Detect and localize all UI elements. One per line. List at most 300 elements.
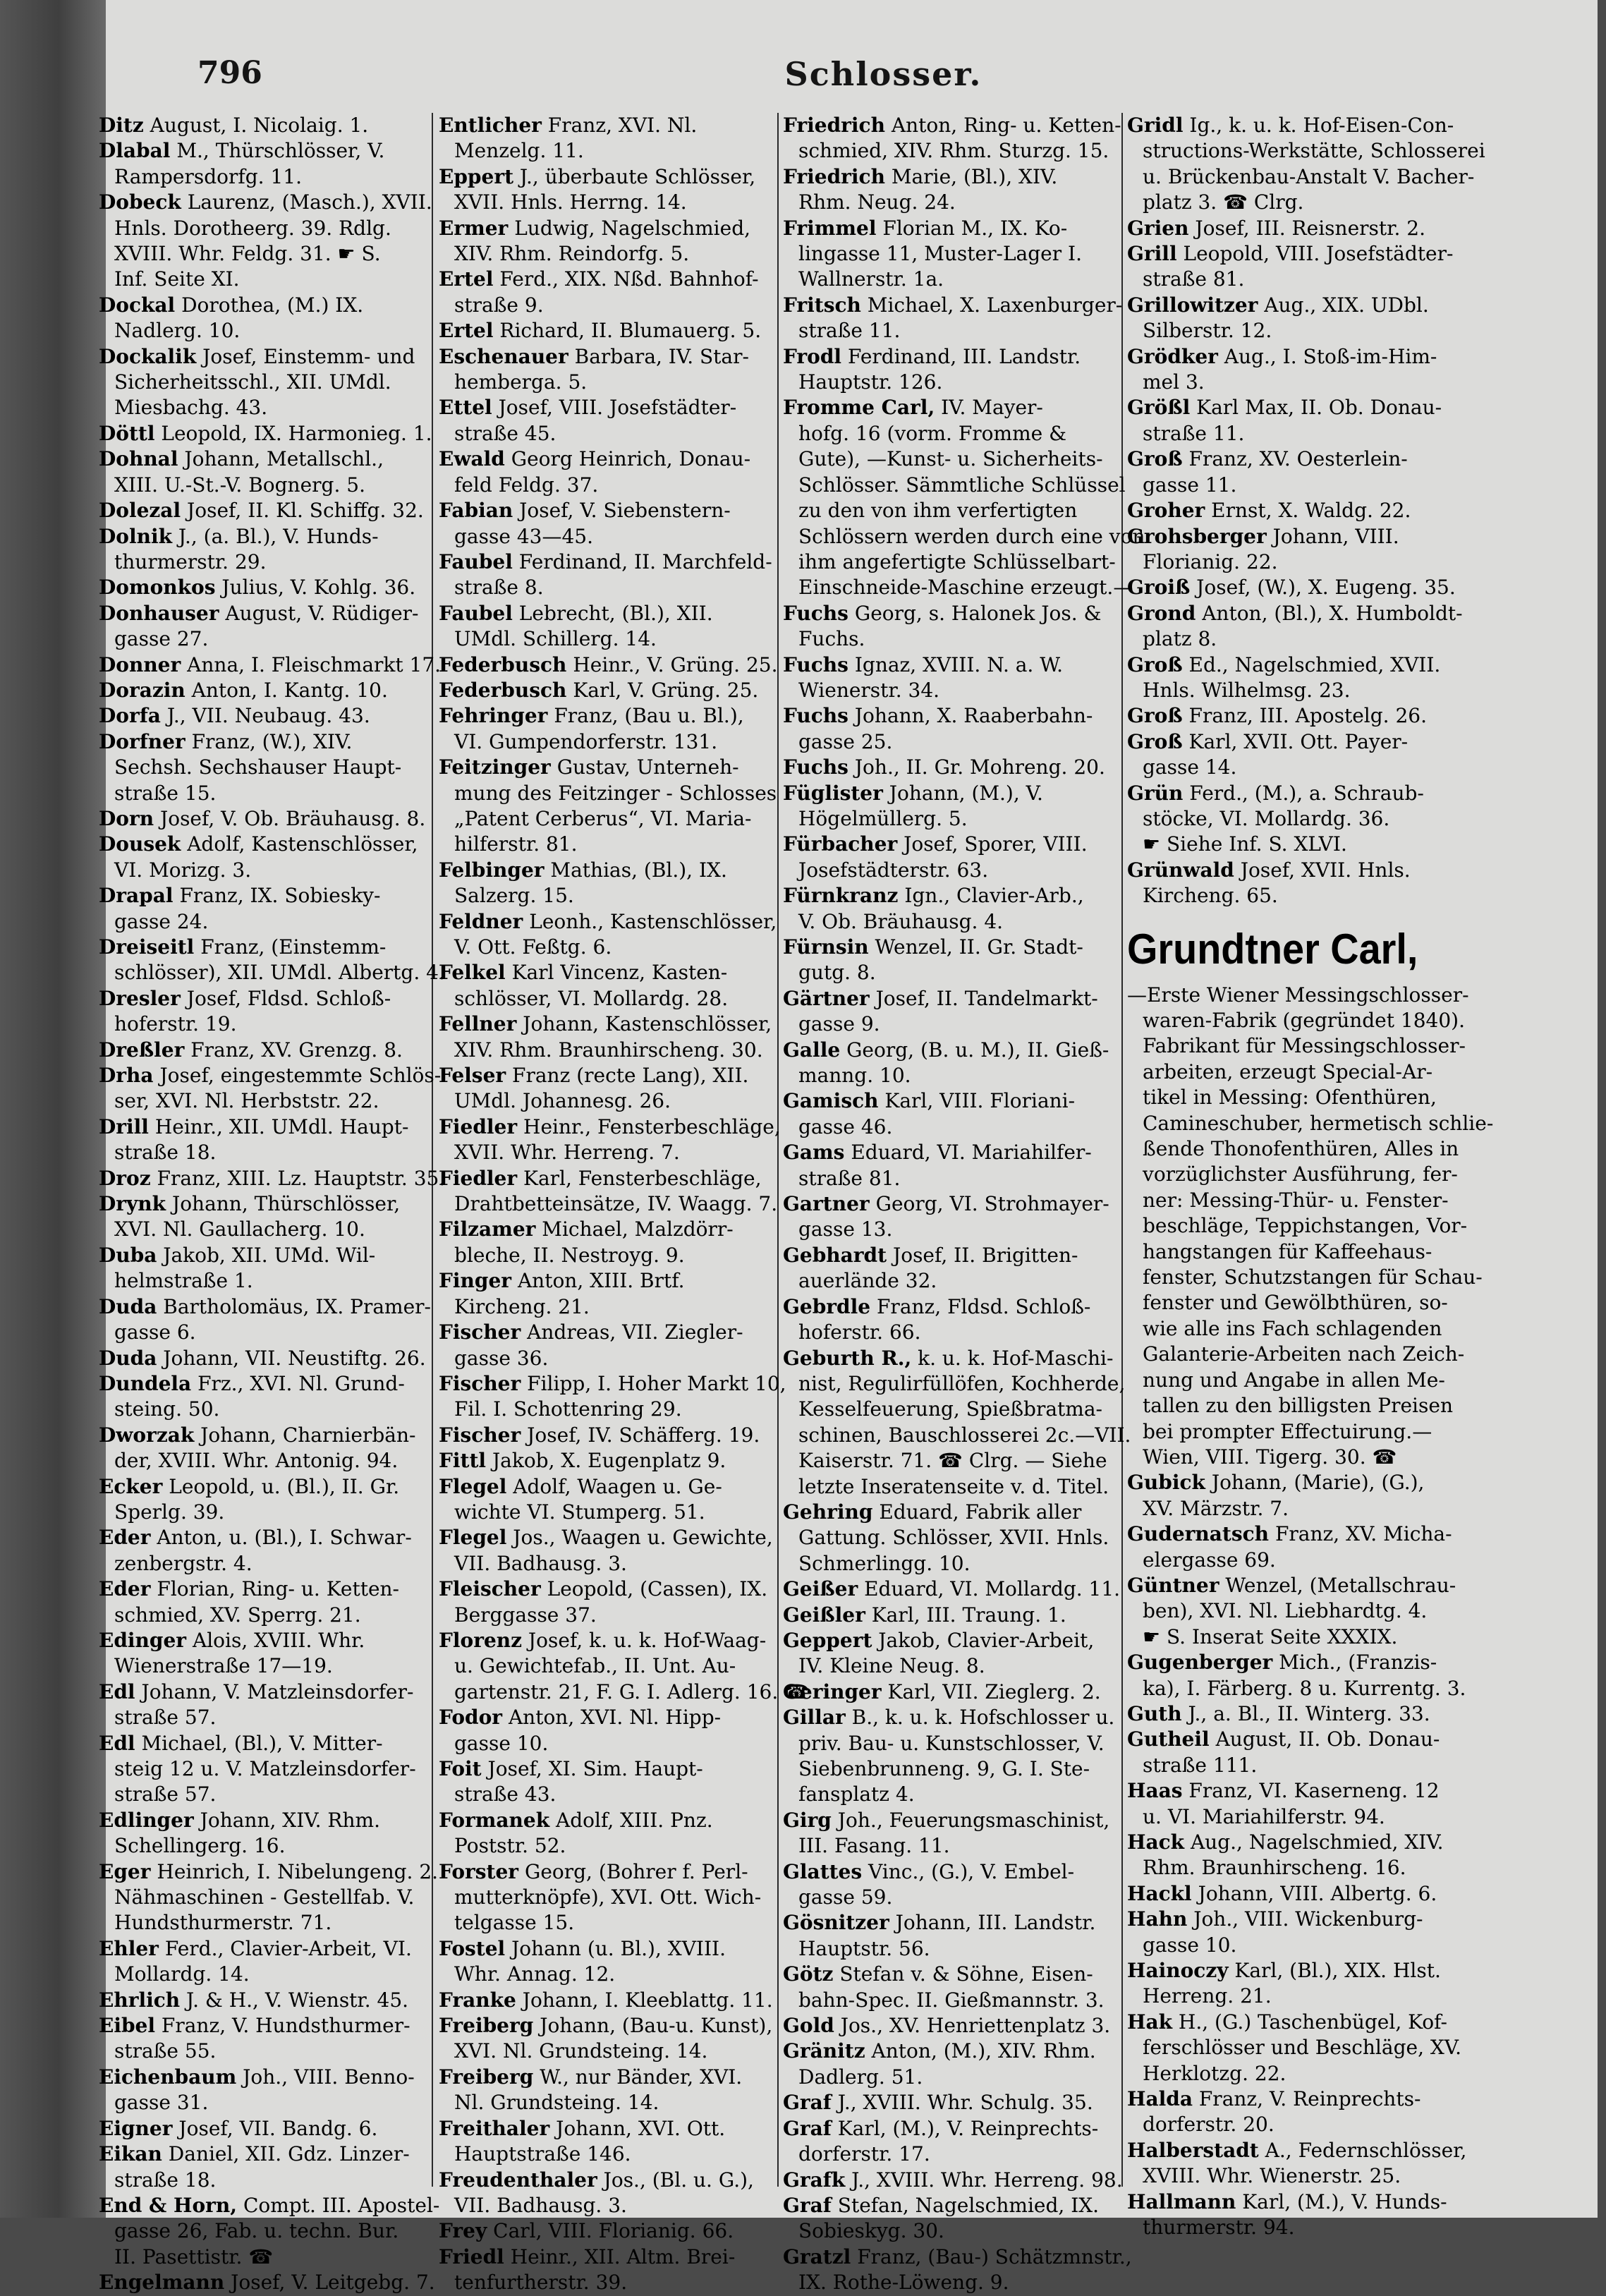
entry-name: Dlabal <box>99 139 171 163</box>
entry-text: Johann, XVI. Ott. <box>556 2116 726 2140</box>
entry-line <box>439 1603 776 1628</box>
entry-line <box>1127 1136 1464 1162</box>
entry-name: Fuchs <box>783 704 848 728</box>
entry-text: UMdl. Schillerg. 14. <box>454 627 657 651</box>
entry-text: Josef, V. Siebenstern- <box>519 499 731 523</box>
directory-entry <box>439 267 776 318</box>
directory-entry <box>439 2168 776 2219</box>
entry-name: Halberstadt <box>1127 2138 1259 2162</box>
entry-line <box>783 2116 1120 2142</box>
entry-text: Eduard, Fabrik aller <box>879 1500 1082 1524</box>
entry-line <box>99 2218 430 2244</box>
entry-name: Dolezal <box>99 499 181 523</box>
entry-line <box>99 421 430 447</box>
entry-name: End & Horn, <box>99 2193 238 2217</box>
entry-name: Dreßler <box>99 1038 185 1062</box>
entry-text: gasse 14. <box>1143 755 1237 779</box>
entry-name: Götz <box>783 1962 834 1986</box>
entry-line <box>1127 1804 1464 1830</box>
entry-line <box>1127 1778 1464 1804</box>
entry-name: Drynk <box>99 1192 166 1216</box>
entry-line <box>99 1012 430 1037</box>
directory-entry <box>99 1191 430 1243</box>
entry-line <box>1127 473 1464 498</box>
entry-line <box>783 1808 1120 1833</box>
entry-name: Eikan <box>99 2142 162 2166</box>
directory-entry <box>439 447 776 498</box>
entry-line <box>439 1756 776 1782</box>
entry-text: Franz, IX. Sobiesky- <box>179 884 381 908</box>
directory-entry <box>783 344 1120 396</box>
entry-text: Franz, V. Hundsthurmer- <box>161 2014 410 2038</box>
entry-text: Fabrikant für Messingschlosser- <box>1143 1034 1466 1058</box>
directory-entry <box>99 2065 430 2116</box>
directory-entry <box>439 1859 776 1936</box>
entry-text: Högelmüllerg. 5. <box>798 806 968 830</box>
entry-text: Georg, (Bohrer f. Perl- <box>524 1859 748 1883</box>
entry-line <box>439 1114 781 1140</box>
entry-line <box>1127 1881 1464 1907</box>
directory-entry <box>783 2168 1123 2193</box>
directory-entry <box>439 1114 781 1166</box>
entry-text: Kircheng. 21. <box>454 1294 590 1318</box>
entry-line <box>439 1063 776 1088</box>
entry-line <box>439 1936 776 1962</box>
entry-text: XIV. Rhm. Reindorfg. 5. <box>454 242 690 266</box>
directory-entry <box>783 2013 1120 2039</box>
entry-line <box>783 1397 1120 1422</box>
directory-entry <box>783 216 1120 293</box>
entry-text: Stefan v. & Söhne, Eisen- <box>839 1962 1093 1986</box>
entry-text: Filipp, I. Hoher Markt 10, <box>527 1371 786 1395</box>
entry-line <box>439 601 776 626</box>
entry-name: Fischer <box>439 1423 521 1447</box>
entry-text: hilferstr. 81. <box>454 832 578 856</box>
entry-name: Gehring <box>783 1500 873 1524</box>
entry-line <box>99 806 430 832</box>
entry-line <box>439 1038 776 1063</box>
entry-text: Carl, VIII. Florianig. 66. <box>493 2219 734 2243</box>
entry-text: Kaiserstr. 71. ☎ Clrg. — Siehe <box>798 1449 1107 1473</box>
entry-line <box>783 1448 1120 1474</box>
entry-line <box>439 267 776 292</box>
entry-line <box>99 1140 430 1165</box>
entry-text: Josef, II. Kl. Schiffg. 32. <box>187 499 424 523</box>
entry-text: Nähmaschinen - Gestellfab. V. <box>114 1885 415 1909</box>
entry-text: Gustav, Unterneh- <box>556 755 739 779</box>
entry-text: Kesselfeuerung, Spießbratma- <box>798 1397 1103 1421</box>
directory-entry <box>783 293 1123 344</box>
entry-text: Josef, VIII. Josefstädter- <box>498 396 737 420</box>
entry-text: hemberga. 5. <box>454 370 588 394</box>
entry-line <box>1127 729 1464 755</box>
entry-line <box>99 960 445 985</box>
entry-line <box>1127 1085 1464 1110</box>
entry-line <box>783 421 1120 447</box>
entry-text: Franz, III. Apostelg. 26. <box>1188 704 1428 728</box>
entry-name: Graf <box>783 2193 832 2217</box>
entry-line <box>439 113 776 138</box>
directory-entry <box>1127 703 1464 729</box>
directory-entry <box>99 1577 430 1628</box>
entry-line <box>1127 703 1464 729</box>
directory-entry <box>783 2245 1132 2296</box>
directory-entry <box>439 2218 776 2244</box>
directory-entry <box>439 1063 776 1114</box>
entry-line <box>783 1603 1120 1628</box>
directory-column-4 <box>1127 113 1494 2240</box>
entry-name: Fuchs <box>783 755 848 779</box>
entry-line <box>99 1962 430 1987</box>
entry-line <box>439 1294 776 1320</box>
directory-entry <box>99 138 430 190</box>
entry-line <box>783 1705 1120 1730</box>
entry-name: Donhauser <box>99 601 219 625</box>
entry-name: Gudernatsch <box>1127 1522 1270 1546</box>
directory-entry <box>783 1628 1120 1680</box>
entry-text: Johann (u. Bl.), XVIII. <box>511 1936 726 1960</box>
entry-line <box>783 318 1120 344</box>
entry-text: Jos., (Bl. u. G.), <box>603 2168 754 2192</box>
entry-line <box>1127 1676 1464 1701</box>
entry-line <box>99 755 430 780</box>
directory-entry <box>99 2116 430 2142</box>
entry-text: thurmerstr. 94. <box>1143 2216 1295 2240</box>
entry-text: Michael, X. Laxenburger- <box>867 293 1123 317</box>
entry-line <box>439 1525 776 1550</box>
entry-line <box>783 806 1120 832</box>
entry-line <box>99 1294 430 1320</box>
entry-name: Freiberg <box>439 2065 534 2089</box>
entry-text: ßende Thonofenthüren, Alles in <box>1143 1137 1459 1161</box>
entry-name: Grohsberger <box>1127 524 1267 548</box>
directory-entry <box>783 1346 1131 1500</box>
entry-text: Anton, XVI. Nl. Hipp- <box>508 1706 722 1730</box>
entry-name: Hackl <box>1127 1881 1192 1905</box>
entry-text: Wenzel, (Metallschrau- <box>1225 1573 1456 1597</box>
entry-text: J., XVIII. Whr. Herreng. 98. <box>851 2168 1123 2192</box>
entry-line <box>783 883 1120 909</box>
entry-name: Fittl <box>439 1449 487 1473</box>
entry-line <box>439 138 776 164</box>
entry-name: Friedrich <box>783 114 885 137</box>
entry-text: Gattung. Schlösser, XVII. Hnls. <box>798 1526 1109 1550</box>
entry-text: Dorothea, (M.) IX. <box>181 293 364 317</box>
entry-line <box>99 1551 430 1577</box>
entry-line <box>439 2065 776 2090</box>
entry-line <box>439 1782 776 1807</box>
directory-entry <box>783 2193 1120 2245</box>
directory-entry <box>1127 395 1464 447</box>
entry-text: stöcke, VI. Mollardg. 36. <box>1143 806 1390 830</box>
entry-name: Geringer <box>783 1680 882 1703</box>
entry-text: Franz, VI. Kaserneng. 12 <box>1188 1779 1440 1803</box>
entry-line <box>783 344 1120 370</box>
directory-entry <box>439 1320 776 1371</box>
entry-name: Drha <box>99 1064 154 1088</box>
entry-text: Josef, eingestemmte Schlös- <box>159 1064 442 1088</box>
entry-text: auerlände 32. <box>798 1269 937 1293</box>
entry-line <box>1127 1933 1464 1958</box>
entry-text: Johann, I. Kleeblattg. 11. <box>522 1988 773 2012</box>
entry-text: Eduard, VI. Mariahilfer- <box>851 1141 1092 1165</box>
entry-text: Nl. Grundsteing. 14. <box>454 2091 659 2115</box>
directory-entry <box>439 1756 776 1808</box>
entry-line <box>1127 1727 1464 1752</box>
entry-text: straße 8. <box>454 576 544 600</box>
entry-text: Wenzel, II. Gr. Stadt- <box>875 935 1083 959</box>
entry-text: Johann, Charnierbän- <box>200 1423 416 1447</box>
directory-entry <box>1127 524 1464 576</box>
entry-line <box>783 1962 1120 1987</box>
entry-text: J., a. Bl., II. Winterg. 33. <box>1188 1701 1430 1725</box>
entry-text: schmied, XV. Sperrg. 21. <box>114 1603 361 1627</box>
entry-name: Federbusch <box>439 652 567 676</box>
entry-line <box>783 293 1123 318</box>
entry-text: Anton, I. Kantg. 10. <box>191 678 388 702</box>
entry-text: Josef, Sporer, VIII. <box>904 832 1088 856</box>
entry-text: V. Ott. Feßtg. 6. <box>454 935 612 959</box>
entry-text: W., nur Bänder, XVI. <box>540 2065 743 2089</box>
entry-line <box>783 1833 1120 1859</box>
entry-name: Felbinger <box>439 858 545 882</box>
entry-text: Johann, Metallschl., <box>184 447 384 471</box>
entry-text: Josef, Fldsd. Schloß- <box>186 986 391 1010</box>
entry-name: Finger <box>439 1269 512 1293</box>
entry-line <box>439 241 776 267</box>
entry-text: IV. Kleine Neug. 8. <box>798 1654 985 1678</box>
entry-name: Fiedler <box>439 1114 518 1138</box>
entry-text: zenbergstr. 4. <box>114 1551 253 1575</box>
entry-line <box>783 626 1120 652</box>
entry-text: Josef, k. u. k. Hof-Waag- <box>528 1628 767 1652</box>
entry-line <box>439 370 776 395</box>
directory-entry <box>99 652 442 678</box>
entry-text: mel 3. <box>1143 370 1205 394</box>
entry-name: Edl <box>99 1731 135 1755</box>
entry-line <box>783 2193 1120 2218</box>
entry-text: bahn-Spec. II. Gießmannstr. 3. <box>798 1988 1105 2012</box>
entry-text: Leopold, (Cassen), IX. <box>547 1577 768 1601</box>
entry-line <box>1127 626 1464 652</box>
entry-name: Dobeck <box>99 190 181 214</box>
entry-line <box>99 883 430 909</box>
entry-line <box>1127 524 1464 549</box>
directory-entry <box>439 858 776 909</box>
entry-line <box>99 1756 430 1782</box>
directory-entry <box>99 1371 430 1423</box>
entry-text: elergasse 69. <box>1143 1548 1276 1572</box>
entry-line <box>1127 1290 1464 1316</box>
entry-name: Gebrdle <box>783 1294 871 1318</box>
entry-line <box>1127 1573 1464 1598</box>
entry-name: Graf <box>783 2091 832 2115</box>
entry-line <box>1127 138 1485 164</box>
entry-name: Eppert <box>439 164 513 188</box>
directory-entry <box>99 729 430 806</box>
entry-text: nist, Regulirfüllöfen, Kochherde, <box>798 1371 1126 1395</box>
entry-line <box>439 1859 776 1885</box>
directory-entry <box>99 1731 430 1808</box>
entry-text: gasse 31. <box>114 2091 209 2115</box>
entry-text: Karl, (M.), V. Reinprechts- <box>837 2116 1099 2140</box>
entry-line <box>1127 293 1464 318</box>
entry-text: Anton, (Bl.), X. Humboldt- <box>1202 601 1463 625</box>
entry-text: Vinc., (G.), V. Embel- <box>868 1859 1075 1883</box>
entry-line <box>439 832 776 857</box>
entry-text: August, V. Rüdiger- <box>225 601 419 625</box>
entry-text: Mollardg. 14. <box>114 1962 250 1986</box>
entry-line <box>99 1371 430 1397</box>
entry-name: Eder <box>99 1577 151 1601</box>
entry-line <box>99 1268 430 1294</box>
entry-text: Lebrecht, (Bl.), XII. <box>518 601 713 625</box>
entry-text: Franz, XIII. Lz. Hauptstr. 35. <box>157 1166 446 1190</box>
entry-text: Ed., Nagelschmied, XVII. <box>1188 652 1441 676</box>
entry-line <box>439 2218 776 2244</box>
entry-line <box>99 1910 430 1936</box>
directory-entry <box>439 909 776 961</box>
entry-text: Franz, (Bau-) Schätzmnstr., <box>857 2245 1132 2268</box>
entry-text: letzte Inseratenseite v. d. Titel. <box>798 1474 1109 1498</box>
entry-text: Franz (recte Lang), XII. <box>512 1064 749 1088</box>
entry-line <box>783 1936 1120 1962</box>
entry-text: Josef, Einstemm- und <box>202 344 415 368</box>
entry-line <box>1127 1419 1464 1445</box>
entry-name: Ehrlich <box>99 1988 181 2012</box>
entry-line <box>439 216 776 241</box>
entry-text: lingasse 11, Muster-Lager I. <box>798 242 1082 266</box>
entry-text: XIII. U.-St.-V. Bognerg. 5. <box>114 473 365 497</box>
directory-entry <box>99 1808 430 1859</box>
entry-name: Güntner <box>1127 1573 1219 1597</box>
entry-text: Sperlg. 39. <box>114 1500 225 1524</box>
entry-text: fenster und Gewölbthüren, so- <box>1143 1291 1448 1315</box>
entry-text: Johann, Thürschlösser, <box>171 1192 401 1216</box>
entry-line <box>99 395 430 420</box>
directory-entry <box>783 1603 1120 1628</box>
entry-line <box>439 1191 776 1217</box>
entry-line <box>1127 1470 1464 1495</box>
entry-line <box>439 1012 776 1037</box>
directory-entry <box>439 960 776 1012</box>
entry-line <box>783 652 1120 678</box>
entry-line <box>1127 1445 1464 1470</box>
directory-entry <box>439 498 776 549</box>
entry-line <box>783 755 1120 780</box>
directory-entry <box>99 1525 430 1577</box>
entry-name: Grien <box>1127 216 1189 240</box>
entry-line <box>99 138 430 164</box>
entry-line <box>783 2270 1120 2295</box>
entry-name: Friedl <box>439 2245 504 2268</box>
entry-name: Eichenbaum <box>99 2065 237 2089</box>
entry-text: Anton, u. (Bl.), I. Schwar- <box>157 1526 412 1550</box>
directory-entry <box>1127 983 1494 1471</box>
entry-text: zu den von ihm verfertigten <box>798 499 1078 523</box>
entry-line <box>439 883 776 909</box>
entry-text: bleche, II. Nestroyg. 9. <box>454 1243 685 1267</box>
entry-text: Leopold, IX. Harmonieg. 1. <box>161 421 432 445</box>
directory-entry <box>1127 652 1464 704</box>
entry-line <box>439 1628 776 1653</box>
entry-line <box>99 2116 430 2142</box>
entry-text: Johann, (Marie), (G.), <box>1211 1471 1425 1495</box>
entry-text: Johann, X. Raaberbahn- <box>854 704 1093 728</box>
entry-line <box>1127 1265 1483 1290</box>
entry-text: straße 81. <box>1143 267 1245 291</box>
entry-text: tallen zu den billigsten Preisen <box>1143 1394 1453 1418</box>
directory-entry <box>1127 1778 1464 1830</box>
directory-entry <box>1127 1727 1464 1778</box>
entry-name: Dorfner <box>99 729 185 753</box>
directory-entry <box>783 1808 1120 1859</box>
entry-text: B., k. u. k. Hofschlosser u. <box>851 1706 1115 1730</box>
entry-name: Geißer <box>783 1577 858 1601</box>
directory-entry <box>439 318 776 344</box>
entry-text: Johann, (M.), V. <box>889 781 1043 805</box>
directory-entry <box>99 1680 430 1731</box>
entry-name: Groß <box>1127 652 1183 676</box>
entry-line <box>439 781 776 806</box>
entry-text: Josef, II. Brigitten- <box>892 1243 1078 1267</box>
entry-line <box>99 1320 430 1345</box>
entry-text: Alois, XVIII. Whr. <box>192 1628 365 1652</box>
entry-name: Eigner <box>99 2116 173 2140</box>
entry-line <box>439 652 776 678</box>
entry-line <box>1127 421 1464 447</box>
entry-line <box>783 1371 1126 1397</box>
entry-name: Groß <box>1127 729 1183 753</box>
entry-line <box>439 858 776 883</box>
directory-entry <box>439 2065 776 2116</box>
directory-entry <box>439 549 776 601</box>
entry-text: Adolf, XIII. Pnz. <box>556 1808 713 1832</box>
entry-name: Fiedler <box>439 1166 518 1190</box>
entry-text: wie alle ins Fach schlagenden <box>1143 1316 1442 1340</box>
directory-entry <box>1127 781 1464 858</box>
entry-text: ☛ S. Inserat Seite XXXIX. <box>1143 1624 1398 1648</box>
directory-entry <box>439 601 776 652</box>
entry-name: Ertel <box>439 319 494 343</box>
entry-name: Hainoczy <box>1127 1959 1229 1983</box>
entry-line <box>439 2013 776 2039</box>
directory-entry <box>99 293 430 344</box>
entry-text: straße 18. <box>114 2168 217 2192</box>
directory-entry <box>439 1628 810 1705</box>
entry-name: Hahn <box>1127 1907 1188 1931</box>
entry-line <box>783 986 1120 1012</box>
entry-line <box>99 190 430 215</box>
entry-line <box>99 1705 430 1730</box>
directory-entry <box>1127 1521 1464 1573</box>
entry-text: Franz, XV. Micha- <box>1275 1522 1452 1546</box>
entry-line <box>783 395 1120 420</box>
entry-name: Gratzl <box>783 2245 851 2268</box>
entry-name: Geißler <box>783 1603 865 1627</box>
entry-line <box>783 1500 1120 1525</box>
entry-text: Leopold, u. (Bl.), II. Gr. <box>169 1474 400 1498</box>
entry-line <box>783 1551 1120 1577</box>
entry-line <box>439 960 776 985</box>
entry-text: Inf. Seite XI. <box>114 267 240 291</box>
entry-name: Eibel <box>99 2014 156 2038</box>
entry-text: gasse 27. <box>114 627 209 651</box>
entry-text: arbeiten, erzeugt Special-Ar- <box>1143 1059 1433 1083</box>
entry-text: Schlössern werden durch eine von <box>798 524 1145 548</box>
entry-line <box>783 1680 1120 1705</box>
directory-entry <box>1127 2189 1464 2241</box>
